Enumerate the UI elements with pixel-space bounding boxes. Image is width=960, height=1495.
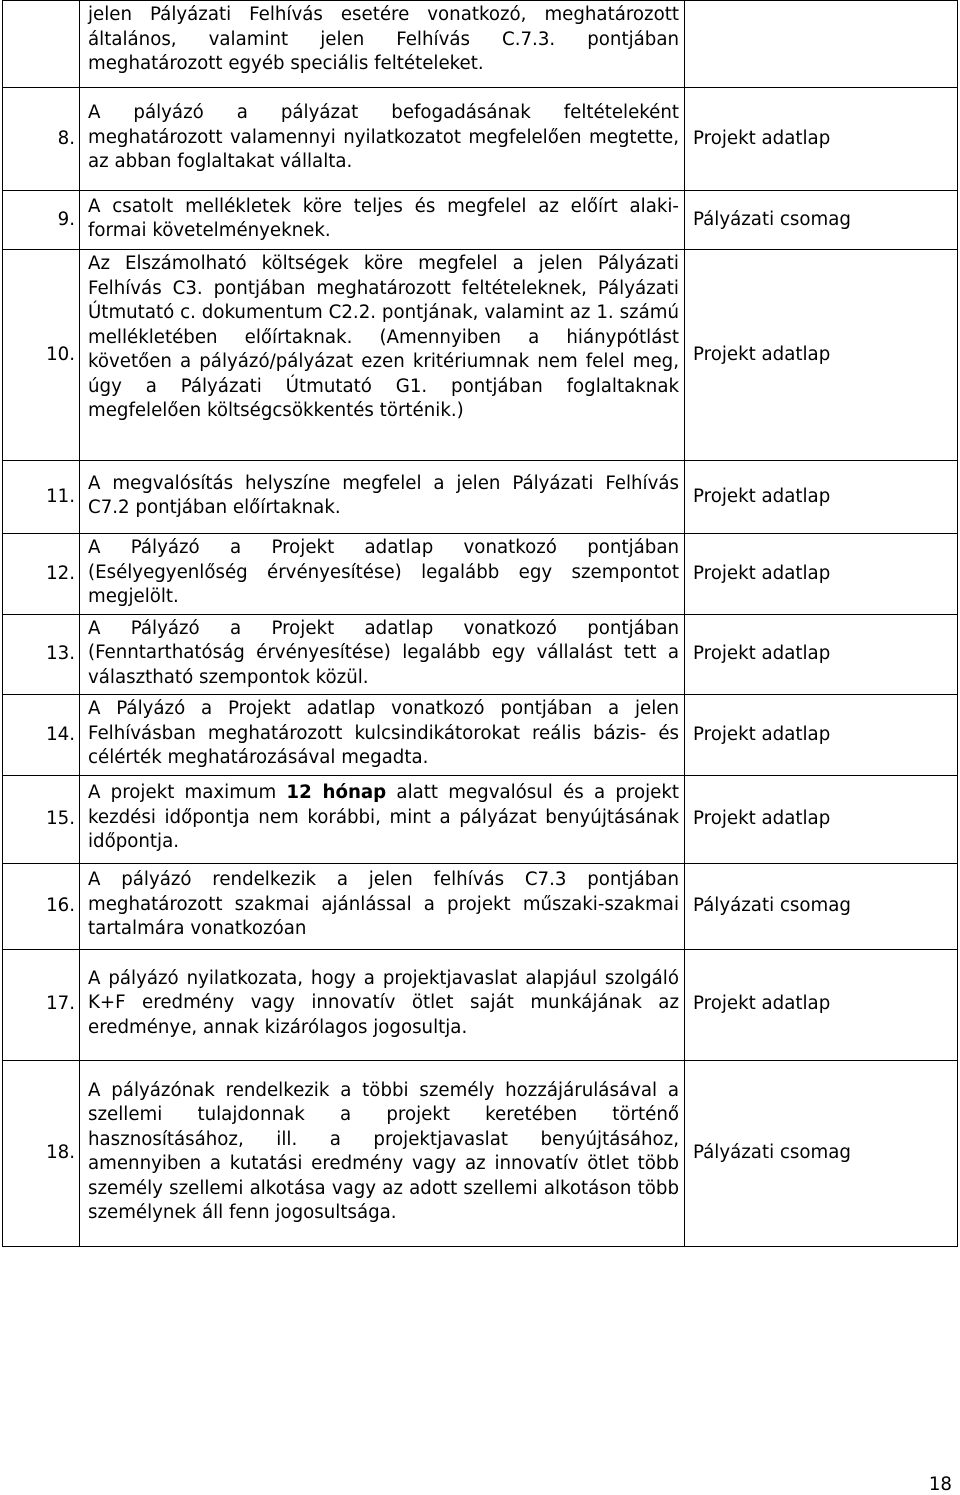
criterion-text-content: A Pályázó a Projekt adatlap vonatkozó pontjában a jelen Felhívásban meghatározott kulcsindikátorokat reális bázis- és célérték meghatározásával megadta. bbox=[88, 698, 679, 768]
table-row bbox=[3, 775, 958, 863]
criterion-text-content: A pályázónak rendelkezik a többi személy hozzájárulásával a szellemi tulajdonnak a projekt keretében történő hasznosításához, ill. a projektjavaslat benyújtásához, amennyiben a kutatási eredmény vagy az innovatív ötlet több személy szellemi alkotása vagy az adott szellemi alkotáson több személynek áll fenn jogosultsága. bbox=[88, 1079, 679, 1223]
page-number: 18 bbox=[928, 1474, 952, 1495]
row-number: 16. bbox=[3, 863, 80, 949]
table-row bbox=[3, 461, 958, 534]
row-number: 9. bbox=[3, 191, 80, 250]
criterion-text bbox=[80, 191, 685, 250]
source-document: Projekt adatlap bbox=[685, 250, 958, 461]
source-document: Pályázati csomag bbox=[685, 191, 958, 250]
row-number: 15. bbox=[3, 775, 80, 863]
row-number: 18. bbox=[3, 1060, 80, 1246]
criterion-text-content: A pályázó rendelkezik a jelen felhívás C7.3 pontjában meghatározott szakmai ajánlással a projekt műszaki-szakmai tartalmára vonatkozóan bbox=[88, 869, 679, 940]
row-number: 11. bbox=[3, 461, 80, 534]
table-row bbox=[3, 534, 958, 615]
table-row bbox=[3, 614, 958, 695]
criterion-text bbox=[80, 250, 685, 461]
criterion-text-bold: 12 hónap bbox=[286, 782, 387, 804]
criterion-text-before: A projekt maximum bbox=[88, 782, 287, 804]
criterion-text bbox=[80, 1, 685, 88]
criterion-text-content: A Pályázó a Projekt adatlap vonatkozó pontjában (Esélyegyenlőség érvényesítése) legalább egy szempontot megjelölt. bbox=[88, 537, 679, 607]
criterion-text bbox=[80, 88, 685, 191]
table-row bbox=[3, 88, 958, 191]
table-row bbox=[3, 1060, 958, 1246]
source-document: Projekt adatlap bbox=[685, 775, 958, 863]
criterion-text bbox=[80, 614, 685, 695]
table-row bbox=[3, 863, 958, 949]
source-document: Projekt adatlap bbox=[685, 949, 958, 1060]
criterion-text-content: A megvalósítás helyszíne megfelel a jelen Pályázati Felhívás C7.2 pontjában előírtaknak. bbox=[88, 472, 679, 518]
criterion-text bbox=[80, 949, 685, 1060]
criterion-text bbox=[80, 695, 685, 776]
source-document: Pályázati csomag bbox=[685, 863, 958, 949]
criterion-text-content: A pályázó a pályázat befogadásának feltételeként meghatározott valamennyi nyilatkozatot megfelelően megtette, az abban foglaltakat vállalta. bbox=[88, 102, 679, 173]
source-document: Projekt adatlap bbox=[685, 695, 958, 776]
row-number: 14. bbox=[3, 695, 80, 776]
criterion-text-content: A pályázó nyilatkozata, hogy a projektjavaslat alapjául szolgáló K+F eredmény vagy innovatív ötlet saját munkájának az eredménye, annak kizárólagos jogosultja. bbox=[88, 967, 679, 1038]
criteria-table bbox=[2, 0, 958, 1247]
source-document bbox=[685, 1, 958, 88]
row-number: 12. bbox=[3, 534, 80, 615]
table-row bbox=[3, 1, 958, 88]
criterion-text bbox=[80, 1060, 685, 1246]
criterion-text-content: jelen Pályázati Felhívás esetére vonatkozó, meghatározott általános, valamint jelen Felhívás C.7.3. pontjában meghatározott egyéb speciális feltételeket. bbox=[88, 4, 679, 74]
table-row bbox=[3, 949, 958, 1060]
source-document: Projekt adatlap bbox=[685, 88, 958, 191]
criterion-text-content: A csatolt mellékletek köre teljes és megfelel az előírt alaki-formai követelményeknek. bbox=[88, 195, 679, 241]
criterion-text bbox=[80, 461, 685, 534]
source-document: Pályázati csomag bbox=[685, 1060, 958, 1246]
table-row bbox=[3, 250, 958, 461]
row-number: 8. bbox=[3, 88, 80, 191]
criterion-text-content bbox=[88, 781, 679, 855]
row-number: 17. bbox=[3, 949, 80, 1060]
criterion-text-content: Az Elszámolható költségek köre megfelel a jelen Pályázati Felhívás C3. pontjában meghatározott feltételeknek, Pályázati Útmutató c. dokumentum C2.2. pontjának, valamint az 1. számú mellékletében előírtaknak. (Amennyiben a hiánypótlást követően a pályázó/pályázat ezen kritériumnak nem felel meg, úgy a Pályázati Útmutató G1. pontjában foglaltaknak megfelelően költségcsökkentés történik.) bbox=[88, 253, 679, 421]
criterion-text-after: alatt megvalósul és a projekt kezdési időpontja nem korábbi, mint a pályázat benyújtásának időpontja. bbox=[88, 782, 679, 853]
criterion-text bbox=[80, 863, 685, 949]
source-document: Projekt adatlap bbox=[685, 534, 958, 615]
table-row bbox=[3, 695, 958, 776]
table-row bbox=[3, 191, 958, 250]
row-number: 13. bbox=[3, 614, 80, 695]
source-document: Projekt adatlap bbox=[685, 614, 958, 695]
source-document: Projekt adatlap bbox=[685, 461, 958, 534]
row-number: 10. bbox=[3, 250, 80, 461]
criterion-text-content: A Pályázó a Projekt adatlap vonatkozó pontjában (Fenntarthatóság érvényesítése) legalább egy vállalást tett a választható szempontok közül. bbox=[88, 617, 679, 688]
criterion-text bbox=[80, 775, 685, 863]
row-number bbox=[3, 1, 80, 88]
criterion-text bbox=[80, 534, 685, 615]
